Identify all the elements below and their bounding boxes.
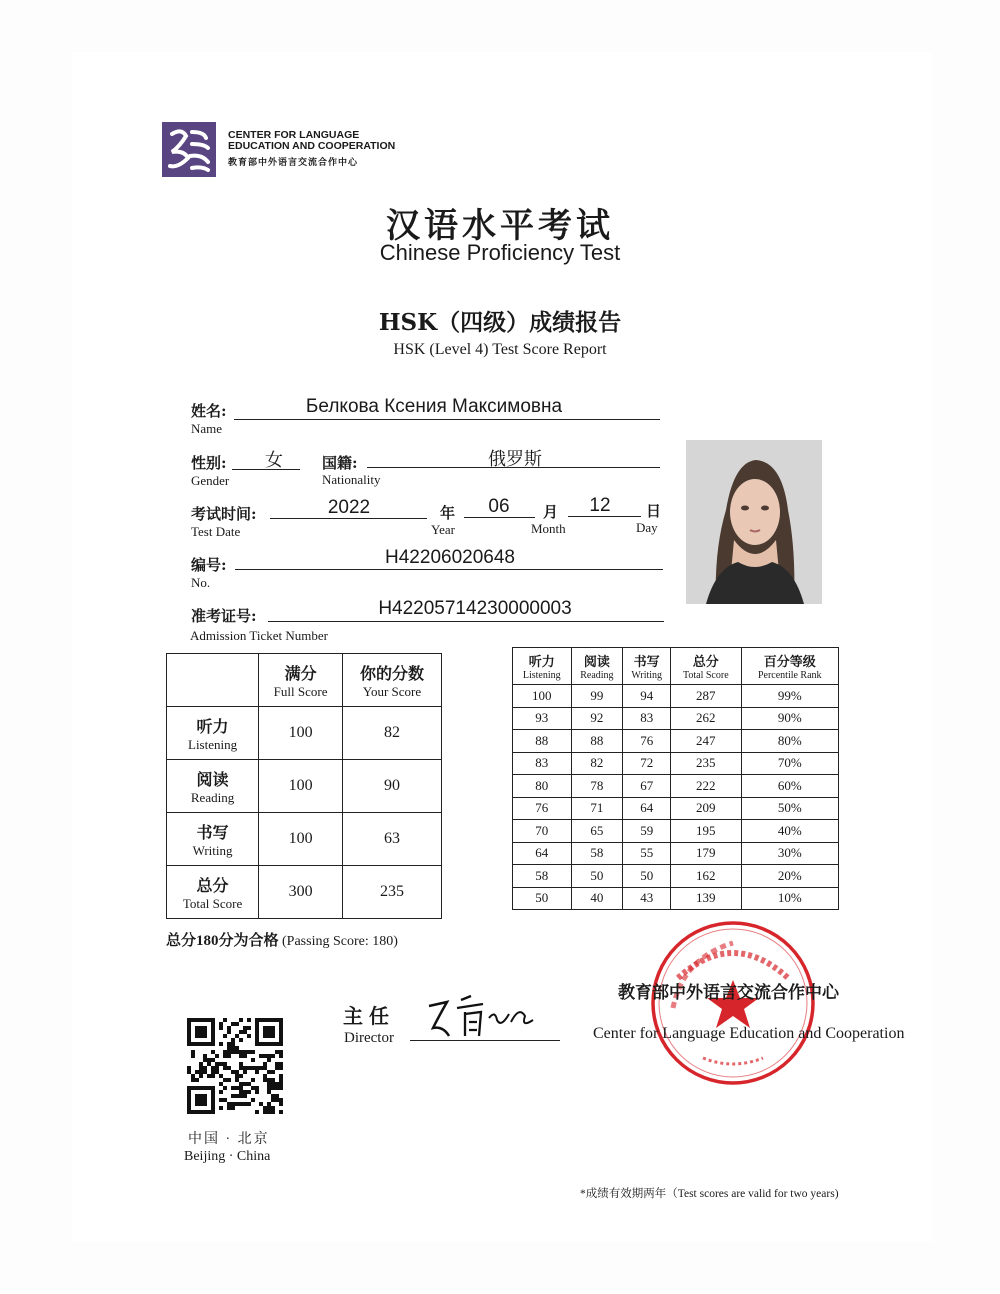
percentile-cell: 71 — [571, 797, 623, 820]
day-label-cn: 日 — [646, 502, 662, 520]
percentile-cell: 20% — [741, 865, 838, 888]
percentile-cell: 83 — [513, 752, 572, 775]
percentile-row — [513, 887, 839, 910]
percentile-cell: 59 — [623, 820, 671, 843]
percentile-cell: 80 — [513, 775, 572, 798]
header-full-score: 满分 Full Score — [259, 654, 343, 707]
percentile-cell: 30% — [741, 842, 838, 865]
month-label-en: Month — [531, 521, 566, 536]
center-name-en: Center for Language Education and Cooperation — [593, 1025, 905, 1042]
percentile-cell: 70% — [741, 752, 838, 775]
percentile-cell: 139 — [671, 887, 741, 910]
percentile-cell: 55 — [623, 842, 671, 865]
percentile-cell: 209 — [671, 797, 741, 820]
name-label-en: Name — [191, 421, 223, 436]
year-label-cn: 年 — [440, 504, 456, 522]
passing-score: 总分180分为合格 (Passing Score: 180) — [166, 933, 398, 949]
year-label-en: Year — [431, 522, 455, 537]
percentile-cell: 83 — [623, 707, 671, 730]
percentile-cell: 64 — [623, 797, 671, 820]
percentile-cell: 58 — [513, 865, 572, 888]
ticket-underline — [268, 621, 664, 622]
percentile-cell: 235 — [671, 752, 741, 775]
pct-header-listening: 听力 Listening — [513, 648, 572, 685]
percentile-cell: 90% — [741, 707, 838, 730]
org-name-en: CENTER FOR LANGUAGE EDUCATION AND COOPERATION — [228, 129, 396, 152]
center-name-cn: 教育部中外语言交流合作中心 — [618, 983, 839, 1003]
percentile-row — [513, 707, 839, 730]
percentile-cell: 78 — [571, 775, 623, 798]
gender-label-en: Gender — [191, 473, 230, 488]
percentile-row — [513, 797, 839, 820]
report-title-en: HSK (Level 4) Test Score Report — [393, 341, 607, 358]
percentile-row — [513, 752, 839, 775]
name-underline — [234, 419, 660, 420]
ticket-label-en: Admission Ticket Number — [190, 628, 328, 643]
percentile-cell: 99% — [741, 685, 838, 708]
percentile-row — [513, 865, 839, 888]
percentile-cell: 88 — [513, 730, 572, 753]
no-value: H42206020648 — [385, 547, 515, 568]
ticket-value: H42205714230000003 — [378, 598, 572, 619]
qr-code — [187, 1018, 283, 1114]
director-label-en: Director — [344, 1030, 394, 1046]
percentile-cell: 195 — [671, 820, 741, 843]
percentile-cell: 162 — [671, 865, 741, 888]
title-cn: 汉语水平考试 — [386, 206, 614, 246]
name-label-cn: 姓名: — [191, 402, 227, 420]
pct-header-total: 总分 Total Score — [671, 648, 741, 685]
director-label-cn: 主任 — [343, 1004, 395, 1028]
percentile-row — [513, 842, 839, 865]
percentile-cell: 58 — [571, 842, 623, 865]
gender-value: 女 — [265, 450, 283, 471]
percentile-cell: 65 — [571, 820, 623, 843]
percentile-cell: 67 — [623, 775, 671, 798]
location-cn: 中国 · 北京 — [188, 1132, 270, 1147]
percentile-cell: 50 — [571, 865, 623, 888]
no-label-en: No. — [191, 575, 211, 590]
nationality-label-en: Nationality — [322, 472, 381, 487]
percentile-cell: 10% — [741, 887, 838, 910]
percentile-cell: 287 — [671, 685, 741, 708]
score-row-listening: 听力 Listening 100 82 — [167, 707, 442, 760]
percentile-row — [513, 820, 839, 843]
year-value: 2022 — [327, 497, 371, 518]
percentile-cell: 50% — [741, 797, 838, 820]
score-row-reading: 阅读 Reading 100 90 — [167, 760, 442, 813]
date-label-en: Test Date — [191, 524, 241, 539]
month-value: 06 — [488, 496, 510, 517]
percentile-cell: 247 — [671, 730, 741, 753]
month-label-cn: 月 — [543, 503, 559, 521]
day-value: 12 — [589, 495, 611, 516]
name-value: Белкова Ксения Максимовна — [305, 396, 563, 417]
percentile-cell: 50 — [513, 887, 572, 910]
candidate-photo — [686, 440, 822, 604]
percentile-table — [512, 647, 839, 910]
percentile-cell: 222 — [671, 775, 741, 798]
percentile-row — [513, 685, 839, 708]
org-logo-icon — [162, 122, 216, 177]
header-your-score: 你的分数 Your Score — [343, 654, 442, 707]
percentile-cell: 50 — [623, 865, 671, 888]
score-row-writing: 书写 Writing 100 63 — [167, 813, 442, 866]
percentile-cell: 92 — [571, 707, 623, 730]
ticket-label-cn: 准考证号: — [191, 607, 257, 625]
title-en: Chinese Proficiency Test — [379, 240, 621, 265]
pct-header-reading: 阅读 Reading — [571, 648, 623, 685]
percentile-cell: 179 — [671, 842, 741, 865]
percentile-cell: 93 — [513, 707, 572, 730]
percentile-cell: 72 — [623, 752, 671, 775]
percentile-cell: 88 — [571, 730, 623, 753]
percentile-row — [513, 730, 839, 753]
percentile-cell: 80% — [741, 730, 838, 753]
percentile-cell: 40 — [571, 887, 623, 910]
percentile-row — [513, 775, 839, 798]
percentile-cell: 100 — [513, 685, 572, 708]
percentile-cell: 94 — [623, 685, 671, 708]
score-table — [166, 653, 442, 919]
director-signature — [425, 992, 555, 1046]
percentile-cell: 70 — [513, 820, 572, 843]
score-table-corner — [167, 654, 259, 707]
percentile-cell: 76 — [513, 797, 572, 820]
percentile-cell: 99 — [571, 685, 623, 708]
percentile-cell: 82 — [571, 752, 623, 775]
nationality-value: 俄罗斯 — [488, 449, 542, 470]
pct-header-rank: 百分等级 Percentile Rank — [741, 648, 838, 685]
nationality-label-cn: 国籍: — [322, 454, 358, 472]
percentile-cell: 262 — [671, 707, 741, 730]
official-stamp — [648, 918, 818, 1092]
no-label-cn: 编号: — [191, 556, 227, 574]
org-name-cn: 教育部中外语言交流合作中心 — [228, 158, 359, 168]
percentile-cell: 76 — [623, 730, 671, 753]
percentile-cell: 64 — [513, 842, 572, 865]
location-en: Beijing · China — [184, 1149, 271, 1164]
validity-note: *成绩有效期两年（Test scores are valid for two years) — [580, 1188, 839, 1200]
day-label-en: Day — [636, 520, 658, 535]
date-label-cn: 考试时间: — [191, 505, 257, 523]
percentile-cell: 43 — [623, 887, 671, 910]
report-title-cn: HSK（四级）成绩报告 — [378, 309, 622, 336]
gender-label-cn: 性别: — [191, 454, 227, 472]
percentile-cell: 60% — [741, 775, 838, 798]
score-row-total: 总分 Total Score 300 235 — [167, 866, 442, 919]
percentile-cell: 40% — [741, 820, 838, 843]
no-underline — [235, 569, 663, 570]
pct-header-writing: 书写 Writing — [623, 648, 671, 685]
